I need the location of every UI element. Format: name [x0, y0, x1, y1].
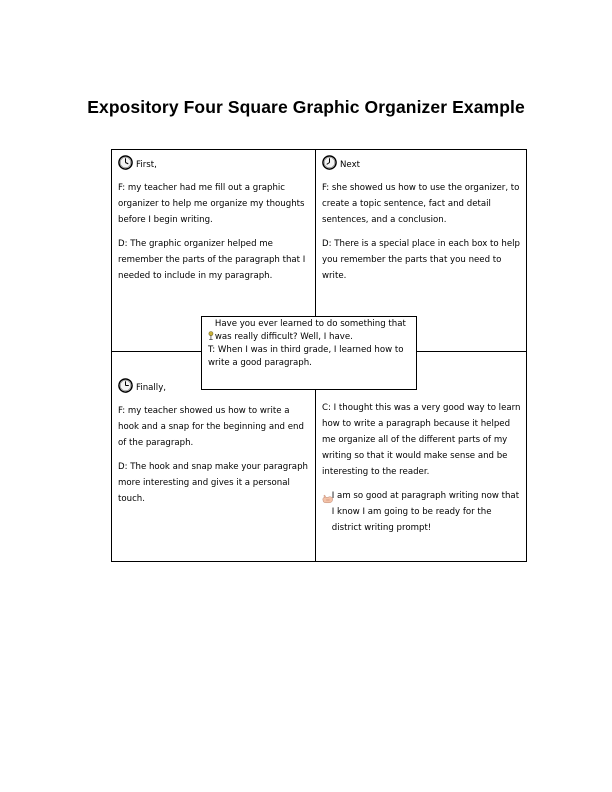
quadrant-next: [322, 152, 522, 292]
quadrant-finally-fact: F: my teacher showed us how to write a hook and a snap for the beginning and end of the paragraph.: [118, 406, 304, 448]
center-topic-sentence: T: When I was in third grade, I learned how to write a good paragraph.: [208, 345, 404, 368]
quadrant-next-detail: D: There is a special place in each box to help you remember the parts that you need to write.: [322, 239, 520, 281]
page-title: Expository Four Square Graphic Organizer Example: [87, 97, 525, 117]
quadrant-first-heading: First,: [136, 159, 157, 170]
quadrant-conclusion-snap: I am so good at paragraph writing now that I know I am going to be ready for the district writing prompt!: [331, 491, 520, 533]
clock-icon: [118, 378, 133, 393]
quadrant-first-detail: D: The graphic organizer helped me remember the parts of the paragraph that I needed to include in my paragraph.: [118, 239, 306, 281]
quadrant-conclusion-text: C: I thought this was a very good way to learn how to write a paragraph because it helped me organize all of the different parts of my writing so that it would make sense and be interesting to the reader.: [322, 403, 521, 477]
quadrant-finally-heading: Finally,: [136, 382, 167, 393]
quadrant-finally-detail: D: The hook and snap make your paragraph more interesting and gives it a personal touch.: [118, 462, 308, 504]
clock-icon: [118, 155, 133, 170]
quadrant-conclusion: [322, 400, 522, 536]
pushpin-icon: [208, 328, 214, 344]
quadrant-first-fact: F: my teacher had me fill out a graphic organizer to help me organize my thoughts before I begin writing.: [118, 183, 305, 225]
snap-row: [322, 488, 522, 536]
quadrant-finally: [118, 375, 310, 515]
center-topic-box: [201, 316, 417, 390]
center-hook: Have you ever learned to do something that was really difficult? Well, I have.: [214, 319, 406, 342]
quadrant-next-heading: Next: [340, 159, 361, 170]
quadrant-first: [118, 152, 310, 292]
clock-icon: [322, 155, 337, 170]
quadrant-next-fact: F: she showed us how to use the organizer, to create a topic sentence, fact and detail sentences, and a conclusion.: [322, 183, 520, 225]
